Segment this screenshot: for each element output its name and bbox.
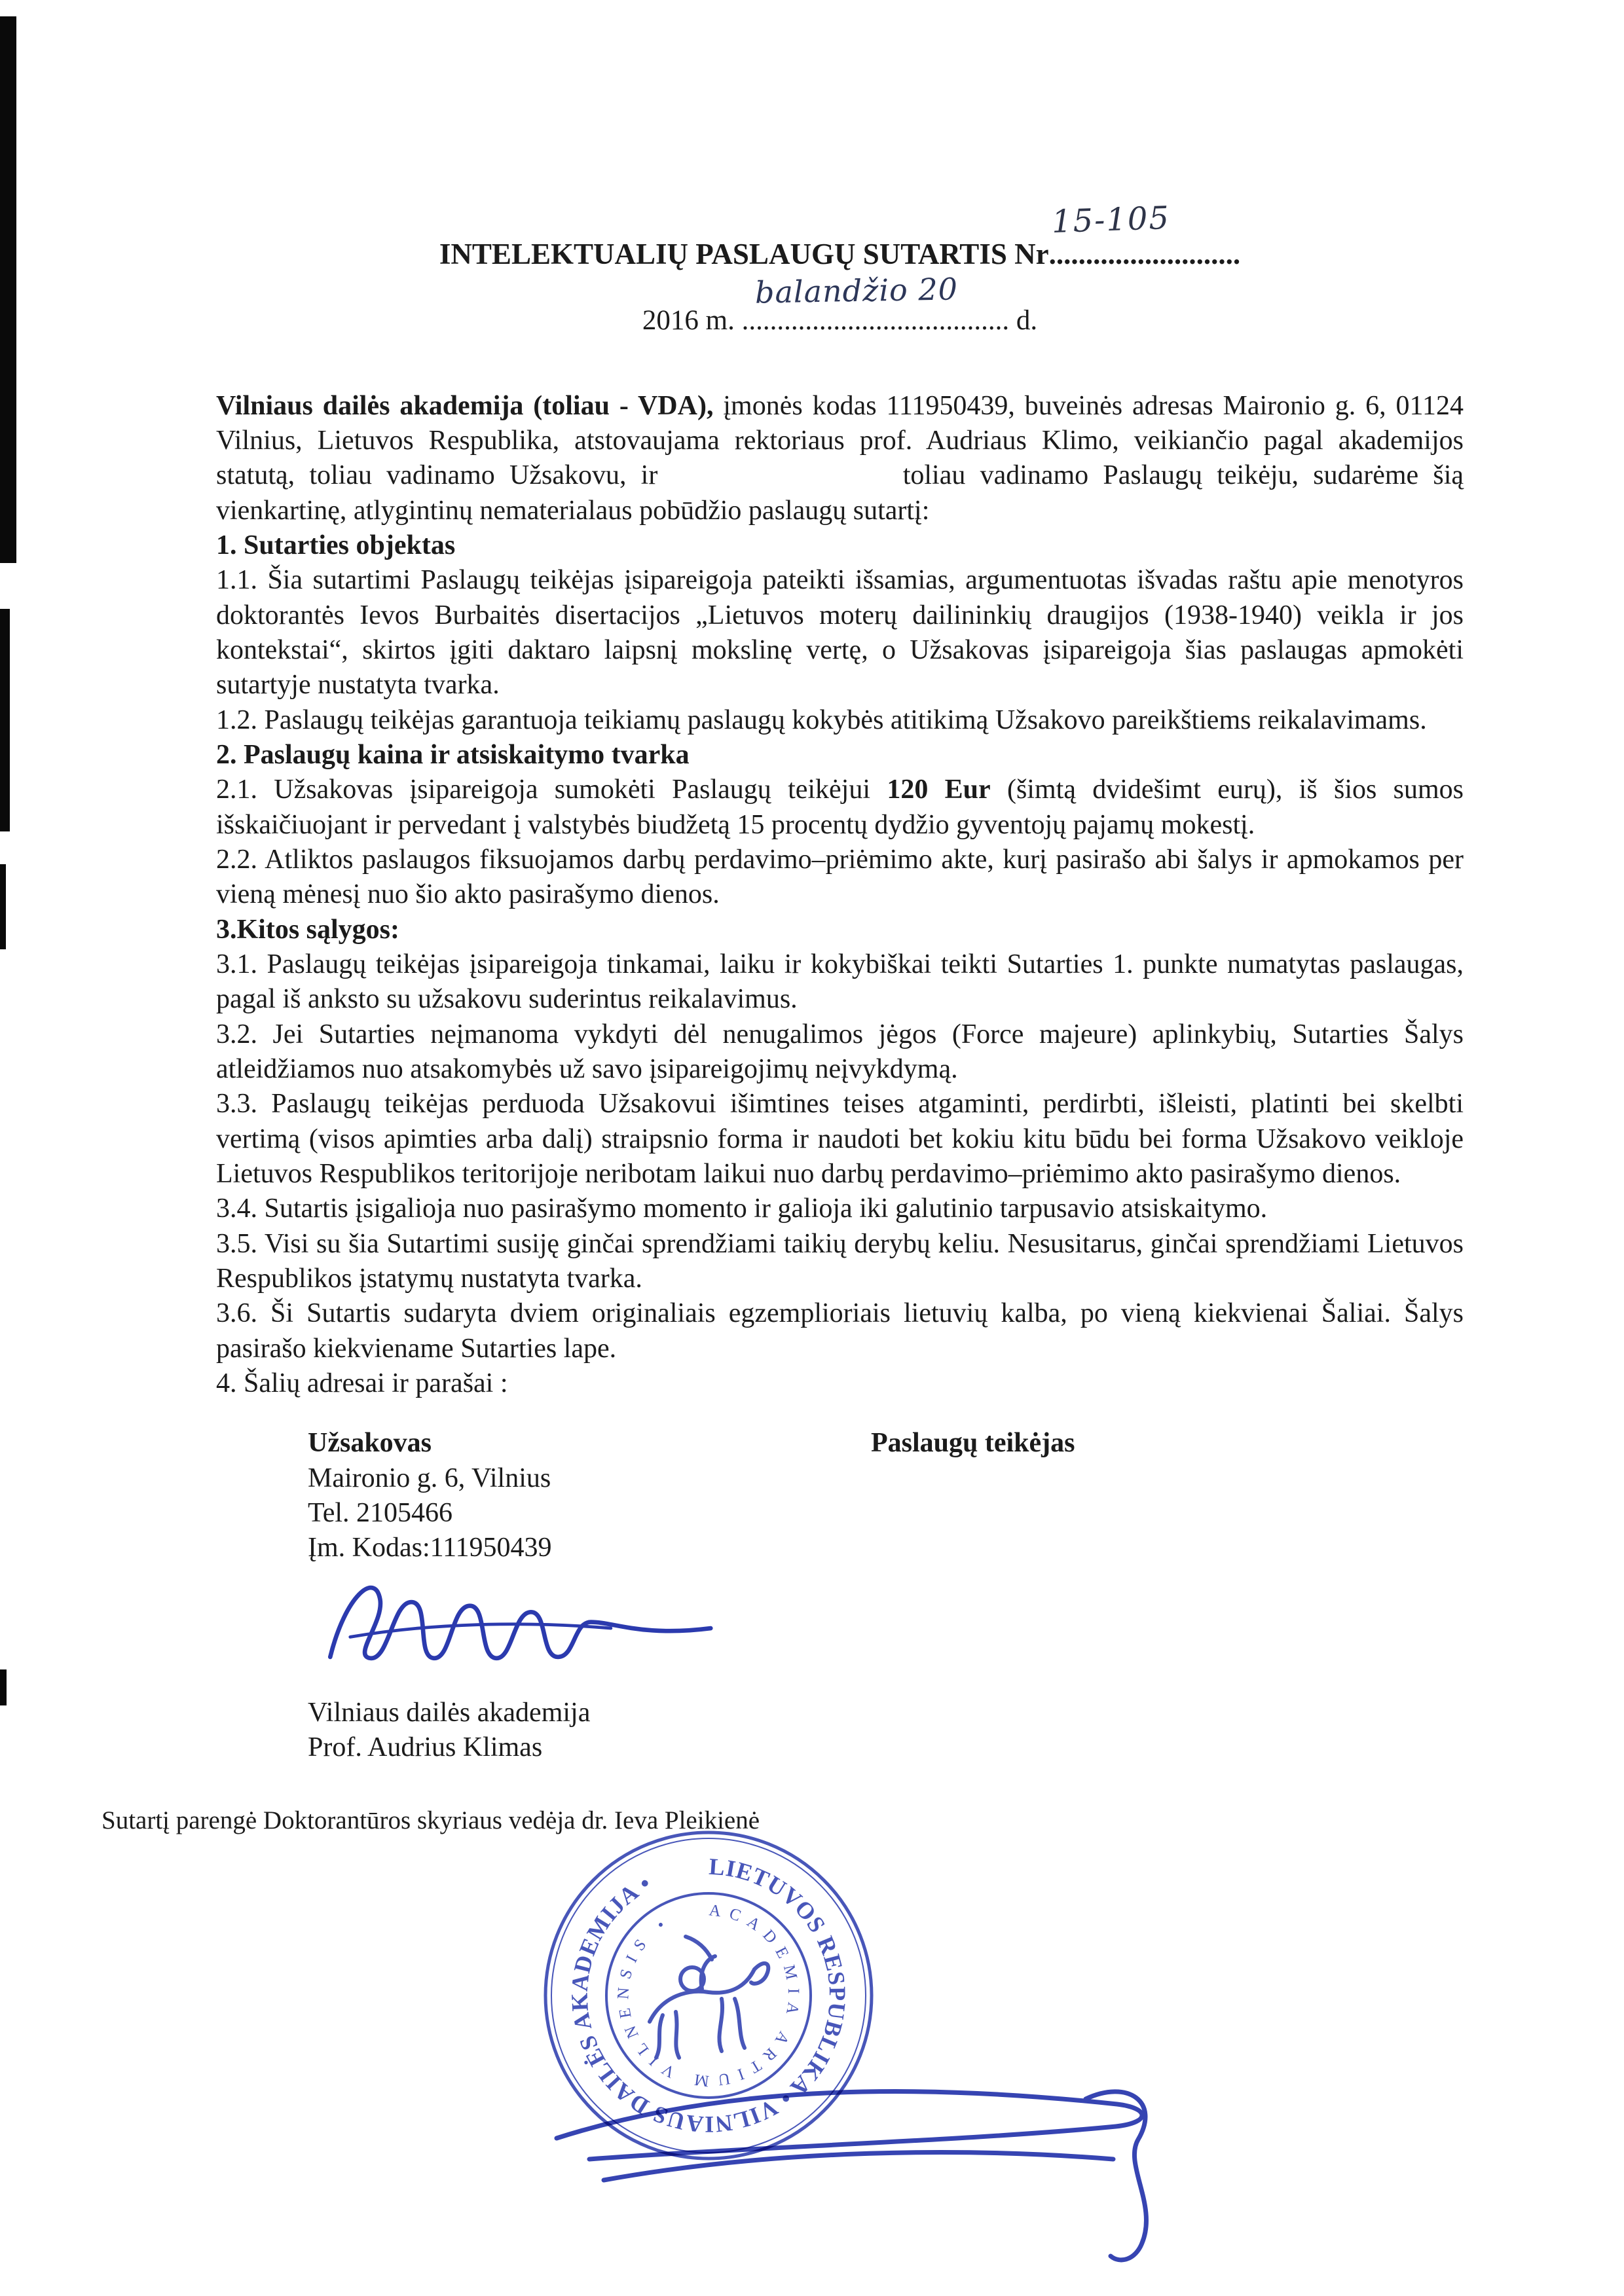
client-label: Užsakovas (308, 1428, 432, 1459)
contract-number-handwritten: 15-105 (1050, 199, 1171, 241)
footer-note: Sutartį parengė Doktorantūros skyriaus vedėja dr. Ieva Pleikienė (101, 1806, 760, 1835)
clause-3-4: 3.4. Sutartis įsigalioja nuo pasirašymo momento ir galioja iki galutinio tarpusavio atsiskaitymo. (216, 1194, 1268, 1224)
scrawl-stroke-3 (1086, 2092, 1146, 2260)
contract-title-text: INTELEKTUALIŲ PASLAUGŲ SUTARTIS Nr (439, 238, 1049, 270)
clause-3-3: 3.3. Paslaugų teikėjas perduoda Užsakovui išimtines teises atgaminti, perdirbti, išleisti, platinti bei skelbti vertimą (visos apimties arba dalį) straipsnio forma ir naudoti bet kokiu kitu būdu bei forma Užsakovo veikloje Lietuvos Respublikos teritorijoje neribotam laikui nuo darbų perdavimo–priėmimo akto pasirašymo dienos. (216, 1089, 1464, 1189)
section-2-heading: 2. Paslaugų kaina ir atsiskaitymo tvarka (216, 740, 690, 771)
signer-name: Prof. Audrius Klimas (308, 1732, 543, 1762)
clause-2-1-pre: 2.1. Užsakovas įsipareigoja sumokėti Paslaugų teikėjui (216, 774, 887, 805)
provider-block (871, 1426, 1075, 1565)
signer-organization: Vilniaus dailės akademija (308, 1697, 591, 1728)
clause-1-1: 1.1. Šia sutartimi Paslaugų teikėjas įsipareigoja pateikti išsamias, argumentuotas išvadas raštu apie menotyros doktorantės Ievos Burbaitės disertacijos „Lietuvos moterų dailininkių draugijos (1938-1940) veikla ir jos kontekstai“, skirtos įgiti daktaro laipsnį mokslinę vertę, o Užsakovas įsipareigoja šias paslaugas apmokėti sutartyje nustatyta tvarka. (216, 565, 1464, 701)
intro-text-b: toliau vadinamo Paslaugų teikėju, sudarėme šią vienkartinę, atlygintinų nematerialaus pobūdžio paslaugų sutartį: (216, 460, 1464, 526)
date-day-suffix: d. (1016, 305, 1038, 337)
clause-3-2: 3.2. Jei Sutarties neįmanoma vykdyti dėl nenugalimos jėgos (Force majeure) aplinkybių, Sutarties Šalys atleidžiamos nuo atsakomybės už savo įsipareigojimų neįvykdymą. (216, 1019, 1464, 1084)
client-name-bold: Vilniaus dailės akademija (toliau - VDA), (216, 390, 714, 421)
clause-3-5: 3.5. Visi su šia Sutartimi susiję ginčai sprendžiami taikių derybų keliu. Nesusitarus, ginčai sprendžiami Lietuvos Respublikos įstatymų nustatyta tvarka. (216, 1228, 1464, 1294)
date-year-prefix: 2016 m. (642, 305, 735, 337)
scrawl-stroke-2 (604, 2153, 1113, 2180)
date-handwritten: balandžio 20 (754, 271, 958, 310)
contract-title (216, 199, 1464, 273)
date-dots: ...................................... (741, 305, 1010, 337)
price-bold: 120 Eur (887, 774, 991, 805)
clause-2-1 (216, 773, 1464, 843)
section-3-heading: 3.Kitos sąlygos: (216, 914, 400, 945)
client-phone-line: Tel. 2105466 (308, 1497, 453, 1528)
bottom-signature-scrawl (549, 2061, 1171, 2277)
intro-paragraph (216, 389, 1464, 528)
vytis-knight-emblem (650, 1937, 768, 2058)
clause-1-2: 1.2. Paslaugų teikėjas garantuoja teikiamų paslaugų kokybės atitikimą Užsakovo pareikštiems reikalavimams. (216, 704, 1427, 735)
section-4-line: 4. Šalių adresai ir parašai : (216, 1368, 508, 1398)
contract-number-dots: .......................... (1048, 238, 1241, 270)
clause-3-1: 3.1. Paslaugų teikėjas įsipareigoja tinkamai, laiku ir kokybiškai teikti Sutarties 1. punkte numatytas paslaugas, pagal iš anksto su užsakovu suderintus reikalavimus. (216, 949, 1464, 1015)
scan-artifact-bar-2 (0, 609, 10, 831)
contract-date-line (216, 271, 1464, 339)
section-1-heading: 1. Sutarties objektas (216, 530, 456, 561)
parties-block (216, 1426, 1464, 1565)
rector-signature (308, 1563, 727, 1694)
contract-number-dotted-line (1048, 199, 1241, 273)
stamp-inner-ring-text: ACADEMIA ARTIUM VILNENSIS • (614, 1901, 803, 2090)
client-block (308, 1426, 871, 1565)
scan-artifact-bar-1 (0, 16, 16, 563)
signature-zone (216, 1573, 1464, 1696)
scrawl-stroke-1 (557, 2092, 1142, 2159)
document-body (101, 199, 1464, 1837)
scan-artifact-bar-3 (0, 864, 6, 949)
client-code-line: Įm. Kodas:111950439 (308, 1533, 552, 1563)
clause-2-1-post: (šimtą dvidešimt eurų), iš šios sumos išskaičiuojant ir pervedant į valstybės biudžetą 15 procentų dydžio gyventojų pajamų mokestį. (216, 774, 1464, 840)
scan-artifact-bar-4 (0, 1669, 7, 1705)
clause-3-6: 3.6. Ši Sutartis sudaryta dviem originaliais egzemplioriais lietuvių kalba, po vieną kiekvienai Šaliai. Šalys pasirašo kiekviename Sutarties lape. (216, 1298, 1464, 1364)
provider-label: Paslaugų teikėjas (871, 1428, 1075, 1459)
date-dotted-line (741, 271, 1010, 339)
intro-text-a: įmonės kodas 111950439, buveinės adresas Maironio g. 6, 01124 Vilnius, Lietuvos Respublika, atstovaujama rektoriaus prof. Audriaus Klimo, veikiančio pagal akademijos statutą, toliau vadinamo Užsakovu, ir (216, 390, 1464, 491)
clause-2-2: 2.2. Atliktos paslaugos fiksuojamos darbų perdavimo–priėmimo akte, kurį pasirašo abi šalys ir apmokamos per vieną mėnesį nuo šio akto pasirašymo dienos. (216, 845, 1464, 910)
client-address-line: Maironio g. 6, Vilnius (308, 1463, 551, 1493)
stamp-outer-ring-text: LIETUVOS RESPUBLIKA • VILNIAUS DAILĖS AKADEMIJA • (566, 1853, 851, 2138)
